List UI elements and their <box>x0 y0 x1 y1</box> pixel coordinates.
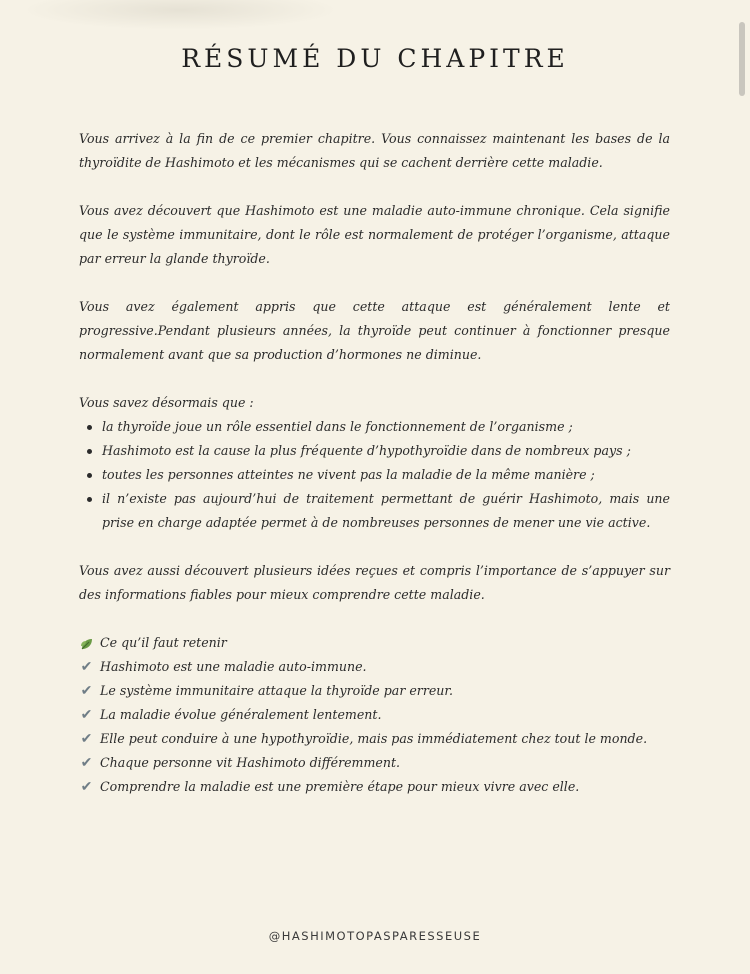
chapter-summary <box>79 127 670 799</box>
list-item <box>79 463 670 487</box>
retain-heading-text: Ce qu’il faut retenir <box>100 635 227 650</box>
paragraph-progression: Vous avez également appris que cette attaque est généralement lente et progressive.Pendant plusieurs années, la thyroïde peut continuer à fonctionner presque normalement avant que sa production d’hormones ne diminue. <box>79 299 670 362</box>
paragraph-autoimmune: Vous avez découvert que Hashimoto est une maladie auto-immune chronique. Cela signifie que le système immunitaire, dont le rôle est normalement de protéger l’organisme, attaque par erreur la glande thyroïde. <box>79 203 670 266</box>
list-item-text: la thyroïde joue un rôle essentiel dans le fonctionnement de l’organisme ; <box>102 419 573 434</box>
check-icon: ✔ <box>80 659 93 675</box>
list-item <box>79 655 670 679</box>
list-item <box>79 775 670 799</box>
check-icon: ✔ <box>80 779 93 795</box>
list-item-text: Elle peut conduire à une hypothyroïdie, mais pas immédiatement chez tout le monde. <box>100 731 648 746</box>
list-item-text: il n’existe pas aujourd’hui de traitement permettant de guérir Hashimoto, mais une prise en charge adaptée permet à de nombreuses personnes de mener une vie active. <box>102 491 670 530</box>
bullet-icon <box>87 449 92 454</box>
list-item <box>79 679 670 703</box>
knowledge-list <box>79 415 670 535</box>
list-item-text: Le système immunitaire attaque la thyroïde par erreur. <box>100 683 454 698</box>
list-item <box>79 727 670 751</box>
leaf-icon <box>79 631 94 655</box>
list-item <box>79 751 670 775</box>
retain-heading <box>79 631 670 655</box>
check-icon: ✔ <box>80 683 93 699</box>
check-icon: ✔ <box>80 731 93 747</box>
list-item-text: La maladie évolue généralement lentement. <box>100 707 382 722</box>
list-item <box>79 439 670 463</box>
list-item-text: toutes les personnes atteintes ne vivent pas la maladie de la même manière ; <box>102 467 595 482</box>
knowledge-intro: Vous savez désormais que : <box>79 395 254 410</box>
page-title: RÉSUMÉ DU CHAPITRE <box>181 44 569 73</box>
paragraph-intro: Vous arrivez à la fin de ce premier chapitre. Vous connaissez maintenant les bases de la thyroïdite de Hashimoto et les mécanismes qui se cachent derrière cette maladie. <box>79 131 670 170</box>
check-icon: ✔ <box>80 755 93 771</box>
list-item-text: Hashimoto est la cause la plus fréquente d’hypothyroïdie dans de nombreux pays ; <box>102 443 631 458</box>
bullet-icon <box>87 497 92 502</box>
bullet-icon <box>87 473 92 478</box>
list-item-text: Comprendre la maladie est une première étape pour mieux vivre avec elle. <box>100 779 580 794</box>
check-icon: ✔ <box>80 707 93 723</box>
bullet-icon <box>87 425 92 430</box>
list-item <box>79 703 670 727</box>
list-item-text: Chaque personne vit Hashimoto différemment. <box>100 755 401 770</box>
paragraph-misconceptions: Vous avez aussi découvert plusieurs idées reçues et compris l’importance de s’appuyer sur des informations fiables pour mieux comprendre cette maladie. <box>79 563 670 602</box>
list-item <box>79 487 670 535</box>
list-item-text: Hashimoto est une maladie auto-immune. <box>100 659 367 674</box>
footer-handle: @HASHIMOTOPASPARESSEUSE <box>268 929 482 943</box>
top-smudge <box>20 0 340 30</box>
retain-list <box>79 631 670 799</box>
list-item <box>79 415 670 439</box>
